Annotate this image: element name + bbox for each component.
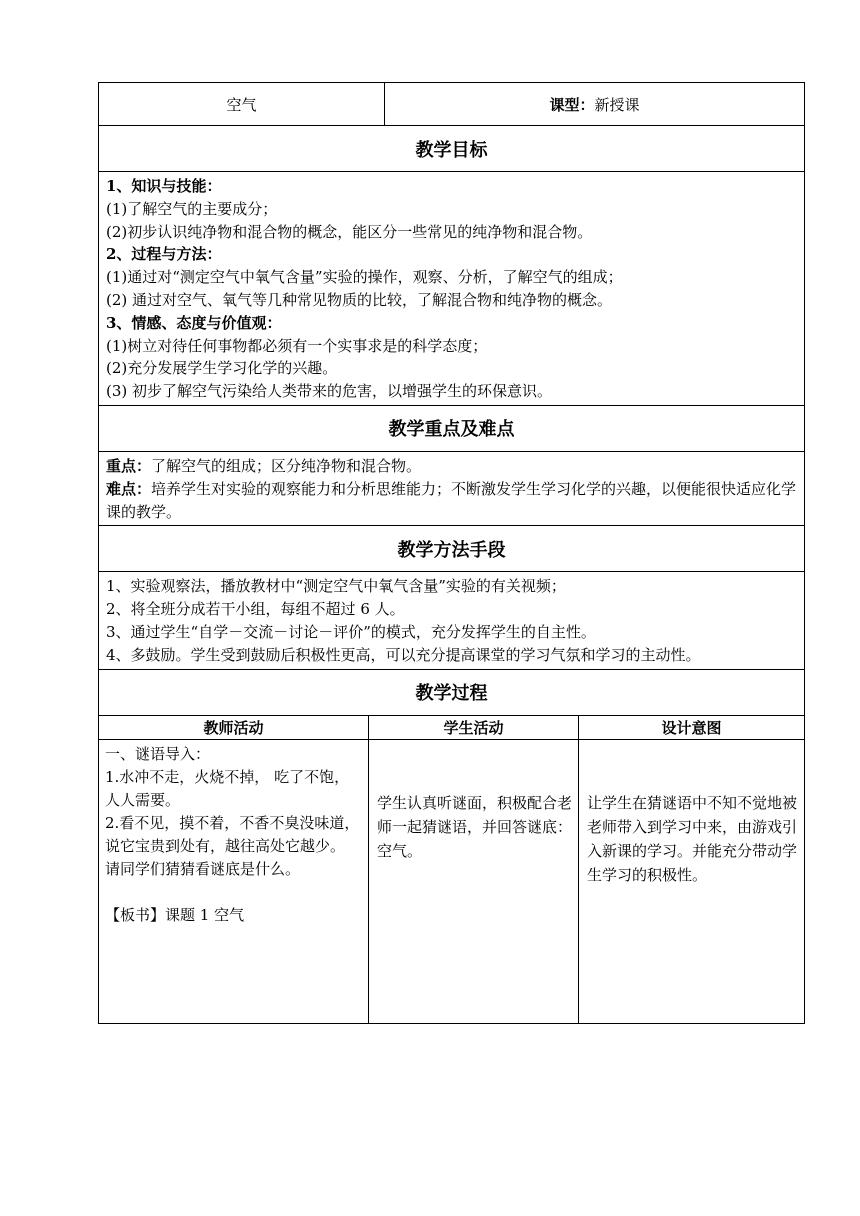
method-item: 3、通过学生“自学－交流－讨论－评价”的模式，充分发挥学生的自主性。	[106, 622, 596, 641]
teacher-activity-line: 【板书】课题 1 空气	[105, 905, 245, 924]
student-activity-cell	[369, 739, 579, 1023]
objective-heading: 2、过程与方法：	[106, 245, 222, 264]
column-header-teacher: 教师活动	[99, 715, 369, 739]
teacher-activity-list	[105, 743, 362, 927]
design-intent-text: 让学生在猜谜语中不知不觉地被老师带入到学习中来，由游戏引入新课的学习。并能充分带动学生学习的积极性。	[587, 793, 798, 884]
teacher-activity-line: 1.水冲不走，火烧不掉， 吃了不饱，人人需要。	[105, 767, 350, 809]
keypoints-title: 教学重点及难点	[99, 405, 805, 451]
method-item: 2、将全班分成若干小组，每组不超过 6 人。	[106, 600, 405, 619]
teacher-activity-line: 一、谜语导入：	[105, 744, 211, 763]
lesson-plan-table	[98, 82, 805, 1024]
objective-heading: 1、知识与技能：	[106, 177, 222, 195]
method-item: 4、多鼓励。学生受到鼓励后积极性更高，可以充分提高课堂的学习气氛和学习的主动性。	[106, 645, 701, 664]
course-type-value: 新授课	[594, 95, 640, 114]
objective-heading: 3、情感、态度与价值观：	[106, 313, 282, 332]
topic-cell	[99, 83, 385, 126]
difficulty-point	[106, 478, 798, 524]
keypoints-body	[99, 451, 805, 525]
design-intent-cell	[579, 739, 805, 1023]
column-header-student: 学生活动	[369, 715, 579, 739]
key-text: 了解空气的组成；区分纯净物和混合物。	[151, 456, 422, 475]
objective-item: (1)了解空气的主要成分；	[106, 199, 278, 218]
objectives-title: 教学目标	[99, 126, 805, 172]
student-activity-text: 学生认真听谜面，积极配合老师一起猜谜语，并回答谜底：空气。	[377, 793, 573, 860]
objective-item: (1)树立对待任何事物都必须有一个实事求是的科学态度；	[106, 336, 488, 355]
method-item: 1、实验观察法，播放教材中“测定空气中氧气含量”实验的有关视频；	[106, 577, 566, 596]
topic-text: 空气	[226, 95, 257, 114]
teacher-activity-line: 请同学们猜猜看谜底是什么。	[105, 859, 301, 878]
process-title: 教学过程	[99, 669, 805, 715]
key-label: 重点：	[106, 456, 152, 475]
teacher-activity-line	[105, 881, 362, 904]
lesson-plan-page	[98, 82, 804, 1024]
difficulty-label: 难点：	[106, 479, 152, 498]
course-type-cell	[385, 83, 805, 126]
objective-item: (2)充分发展学生学习化学的兴趣。	[106, 359, 338, 378]
teacher-activity-line: 2.看不见，摸不着，不香不臭没味道， 说它宝贵到处有，越往高处它越少。	[105, 813, 360, 855]
objective-item: (2)初步认识纯净物和混合物的概念，能区分一些常见的纯净物和混合物。	[106, 222, 593, 241]
objectives-list	[106, 175, 798, 403]
methods-title: 教学方法手段	[99, 526, 805, 572]
teacher-activity-cell	[99, 739, 369, 1023]
objective-item: (1)通过对“测定空气中氧气含量”实验的操作，观察、分析，了解空气的组成；	[106, 268, 623, 287]
objective-item: (2) 通过对空气、氧气等几种常见物质的比较，了解混合物和纯净物的概念。	[106, 290, 613, 309]
difficulty-text: 培养学生对实验的观察能力和分析思维能力；不断激发学生学习化学的兴趣，以便能很快适应化学课的教学。	[106, 479, 797, 521]
methods-body	[99, 572, 805, 669]
objective-item: (3) 初步了解空气污染给人类带来的危害，以增强学生的环保意识。	[106, 382, 553, 401]
course-type-label: 课型：	[549, 95, 595, 114]
column-header-design: 设计意图	[579, 715, 805, 739]
objectives-body	[99, 172, 805, 406]
key-point	[106, 455, 798, 478]
